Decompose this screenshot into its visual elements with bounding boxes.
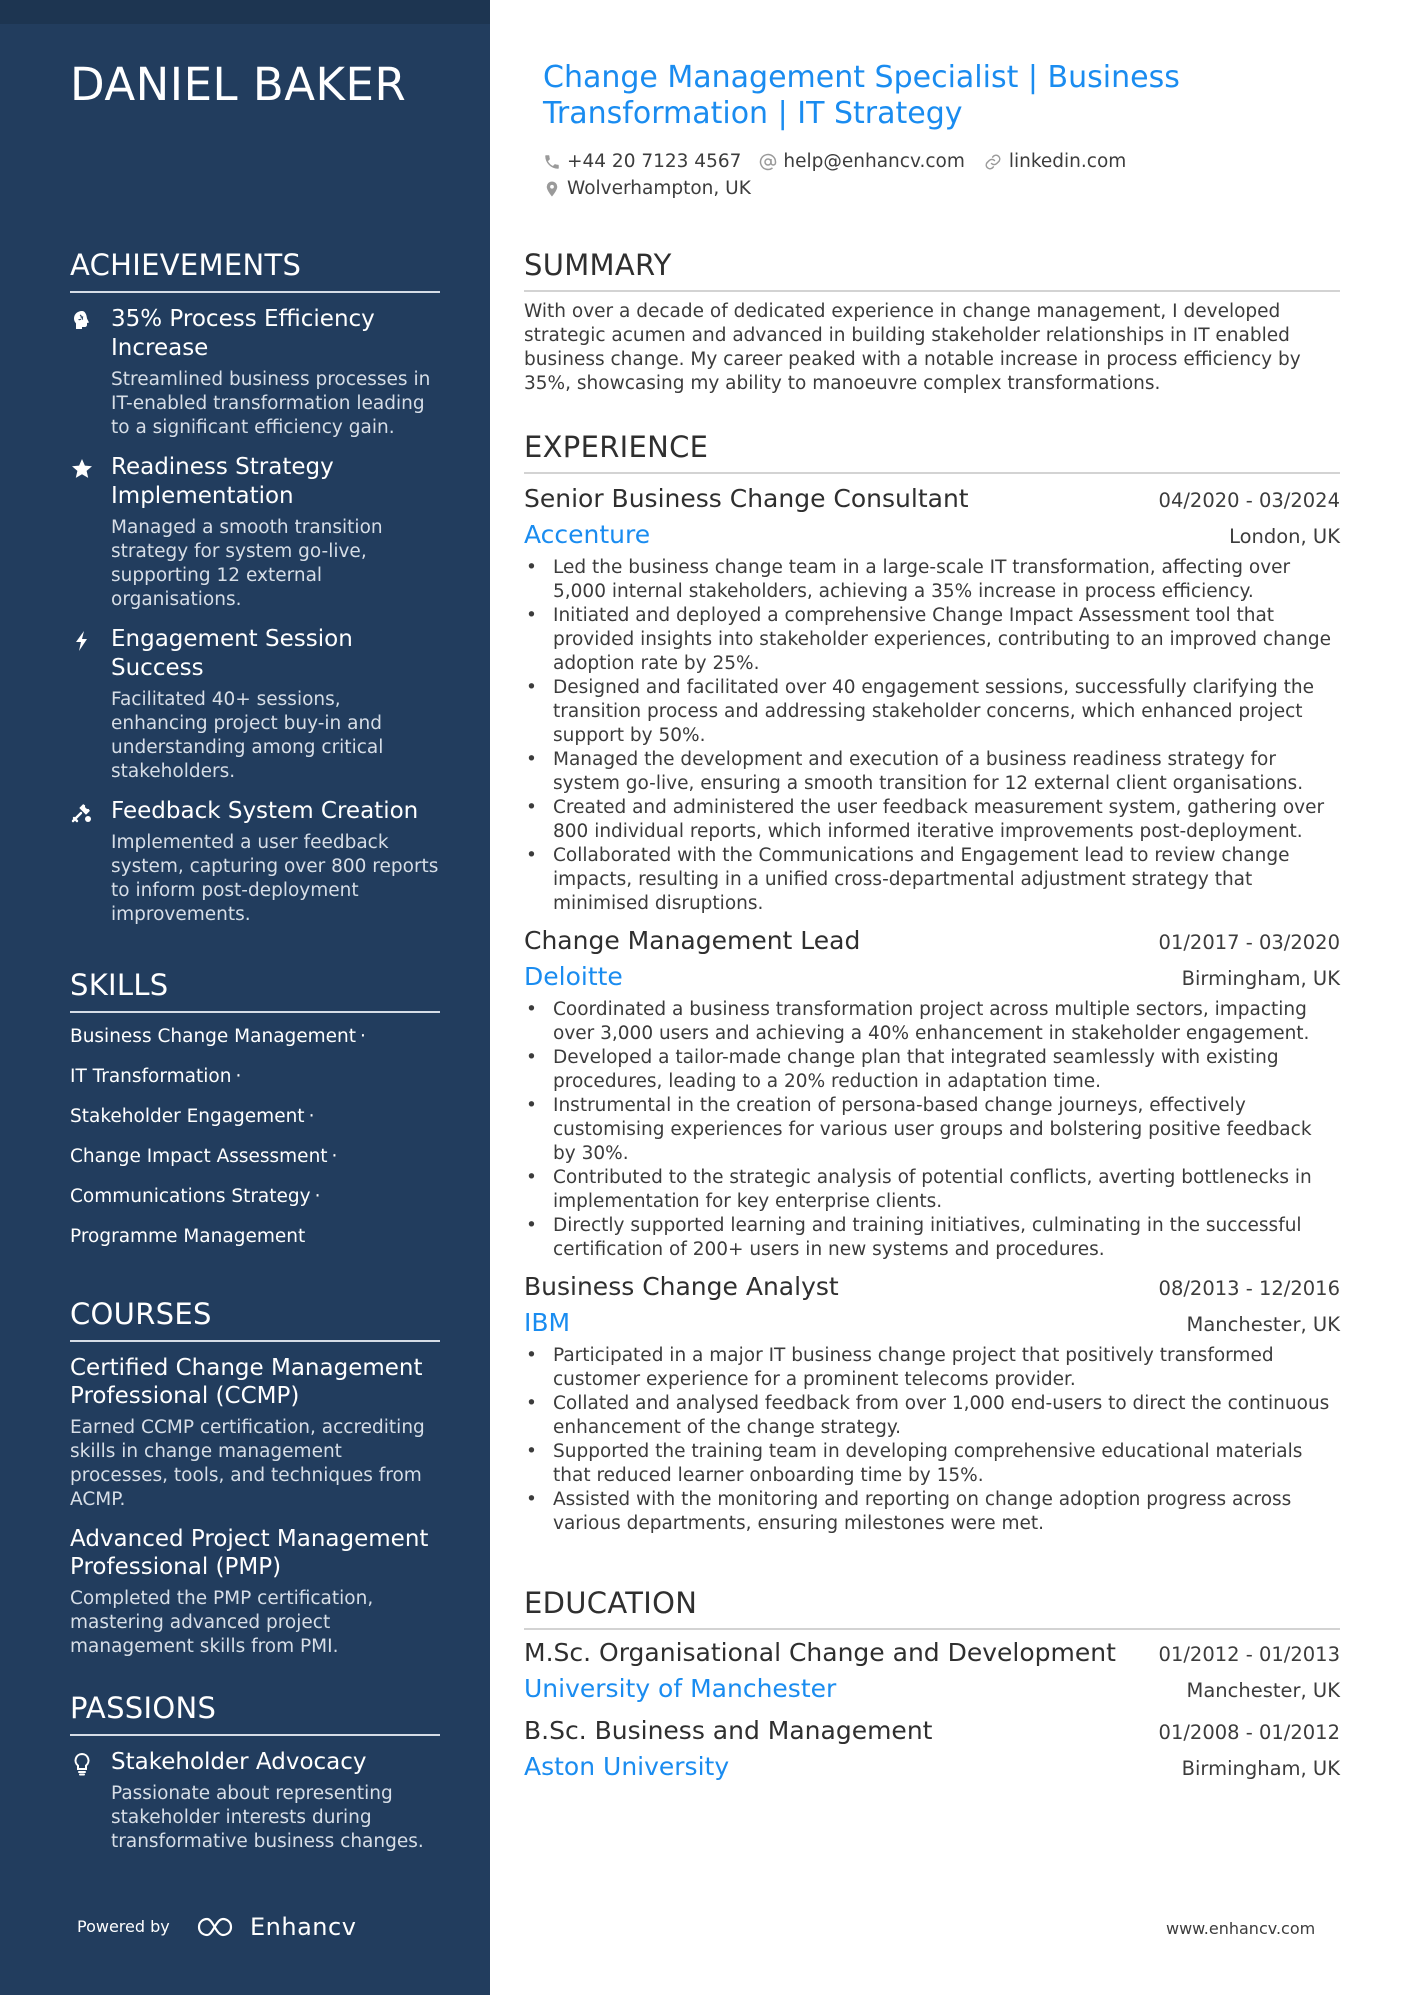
powered-by-label: Powered by	[77, 1917, 170, 1936]
brain-icon	[70, 309, 94, 333]
education-location: Birmingham, UK	[1181, 1757, 1340, 1780]
achievement-description: Facilitated 40+ sessions, enhancing project buy-in and understanding among critical stakeholders.	[111, 689, 384, 782]
job-bullet: • Collated and analysed feedback from over 1,000 end-users to direct the continuous enhancement of the change strategy.	[524, 1392, 1340, 1440]
course-item	[70, 1354, 440, 1512]
job-bullet: • Developed a tailor-made change plan that integrated seamlessly with existing procedures, leading to a 20% reduction in adaptation time.	[524, 1046, 1340, 1094]
job-subheader	[524, 962, 1340, 996]
education-title: EDUCATION	[524, 1586, 1340, 1630]
education-entry	[524, 1634, 1340, 1708]
passions-title: PASSIONS	[70, 1691, 440, 1736]
job-company: Deloitte	[524, 962, 623, 991]
courses-section	[70, 1297, 440, 1659]
skill-item: Stakeholder Engagement ·	[70, 1106, 315, 1127]
job-bullet: • Contributed to the strategic analysis of potential conflicts, averting bottlenecks in implementation for key enterprise clients.	[524, 1166, 1340, 1214]
job-company: IBM	[524, 1308, 571, 1337]
job-bullet: • Directly supported learning and training initiatives, culminating in the successful certification of 200+ users in new systems and procedures.	[524, 1214, 1340, 1262]
job-header	[524, 480, 1340, 520]
job-bullet: • Designed and facilitated over 40 engagement sessions, successfully clarifying the transition process and addressing stakeholder concerns, which enhanced project support by 50%.	[524, 676, 1340, 748]
contact-row	[543, 148, 1343, 175]
education-degree: M.Sc. Organisational Change and Development	[524, 1638, 1116, 1667]
skills-list	[70, 1021, 440, 1261]
lightning-icon	[70, 629, 94, 653]
job-dates: 01/2017 - 03/2020	[1158, 931, 1340, 954]
footer-url[interactable]: www.enhancv.com	[1166, 1919, 1316, 1938]
education-location: Manchester, UK	[1186, 1679, 1340, 1702]
at-icon	[759, 153, 777, 171]
enhancv-logo-icon	[196, 1915, 242, 1939]
phone-icon	[543, 153, 561, 171]
skills-section	[70, 968, 440, 1261]
email-address: help@enhancv.com	[783, 151, 965, 172]
course-title: Advanced Project Management Professional (PMP)	[70, 1526, 429, 1580]
tools-icon	[70, 801, 94, 825]
achievements-section	[70, 248, 440, 927]
link-icon	[983, 153, 1003, 171]
passion-description: Passionate about representing stakeholder interests during transformative business changes.	[111, 1783, 424, 1852]
enhancv-brand-name: Enhancv	[250, 1913, 357, 1941]
linkedin-contact[interactable]	[983, 151, 1126, 172]
location-text: Wolverhampton, UK	[567, 178, 751, 199]
job-bullet: • Instrumental in the creation of persona-based change journeys, effectively customising experiences for various user groups and bolstering positive feedback by 30%.	[524, 1094, 1340, 1166]
summary-title: SUMMARY	[524, 248, 1340, 292]
contact-row	[543, 175, 1343, 202]
achievement-title: Engagement Session Success	[111, 626, 353, 681]
email-contact[interactable]	[759, 151, 964, 172]
education-subheader	[524, 1752, 1340, 1786]
enhancv-brand[interactable]	[196, 1912, 356, 1942]
achievement-item	[70, 453, 440, 612]
job-bullets	[524, 1344, 1340, 1536]
job-bullet: • Collaborated with the Communications and Engagement lead to review change impacts, resulting in a unified cross-departmental adjustment strategy that minimised disruptions.	[524, 844, 1340, 916]
experience-section	[524, 430, 1340, 1536]
education-entry	[524, 1712, 1340, 1786]
job-location: London, UK	[1229, 525, 1340, 548]
courses-title: COURSES	[70, 1297, 440, 1342]
achievement-description: Managed a smooth transition strategy for system go-live, supporting 12 external organisations.	[111, 517, 383, 610]
education-section	[524, 1586, 1340, 1786]
job-company: Accenture	[524, 520, 651, 549]
achievement-title: Readiness Strategy Implementation	[111, 454, 334, 509]
job-dates: 08/2013 - 12/2016	[1158, 1277, 1340, 1300]
job-role: Change Management Lead	[524, 926, 861, 955]
experience-title: EXPERIENCE	[524, 430, 1340, 474]
job-bullet: • Managed the development and execution of a business readiness strategy for system go-live, ensuring a smooth transition for 12 external client organisations.	[524, 748, 1340, 796]
lightbulb-icon	[70, 1752, 94, 1776]
job-bullets	[524, 998, 1340, 1262]
job-header	[524, 1268, 1340, 1308]
skill-item: Programme Management	[70, 1226, 306, 1247]
job-bullet: • Supported the training team in developing comprehensive educational materials that reduced learner onboarding time by 15%.	[524, 1440, 1340, 1488]
education-degree: B.Sc. Business and Management	[524, 1716, 933, 1745]
education-school: Aston University	[524, 1752, 730, 1781]
candidate-name: DANIEL BAKER	[70, 58, 407, 111]
skill-item: IT Transformation ·	[70, 1066, 242, 1087]
skills-title: SKILLS	[70, 968, 440, 1013]
job-bullet: • Participated in a major IT business change project that positively transformed customer experience for a prominent telecoms provider.	[524, 1344, 1340, 1392]
education-header	[524, 1634, 1340, 1674]
job-bullets	[524, 556, 1340, 916]
job-location: Manchester, UK	[1186, 1313, 1340, 1336]
job-entry	[524, 480, 1340, 916]
location-contact	[543, 178, 751, 199]
headline: Change Management Specialist | Business Transformation | IT Strategy	[543, 60, 1180, 131]
skill-item: Business Change Management ·	[70, 1026, 366, 1047]
achievement-item	[70, 797, 440, 927]
job-subheader	[524, 1308, 1340, 1342]
passion-title: Stakeholder Advocacy	[111, 1749, 367, 1775]
job-dates: 04/2020 - 03/2024	[1158, 489, 1340, 512]
education-header	[524, 1712, 1340, 1752]
job-bullet: • Created and administered the user feedback measurement system, gathering over 800 individual reports, which informed iterative improvements post-deployment.	[524, 796, 1340, 844]
summary-section	[524, 248, 1340, 396]
achievement-item	[70, 625, 440, 784]
achievement-title: 35% Process Efficiency Increase	[111, 306, 375, 361]
education-dates: 01/2008 - 01/2012	[1158, 1721, 1340, 1744]
job-header	[524, 922, 1340, 962]
sidebar-top-strip	[0, 0, 490, 24]
job-role: Senior Business Change Consultant	[524, 484, 969, 513]
achievement-title: Feedback System Creation	[111, 798, 419, 824]
linkedin-url: linkedin.com	[1008, 151, 1127, 172]
education-school: University of Manchester	[524, 1674, 837, 1703]
job-bullet: • Initiated and deployed a comprehensive Change Impact Assessment tool that provided insights into stakeholder experiences, contributing to an improved change adoption rate by 25%.	[524, 604, 1340, 676]
job-bullet: • Led the business change team in a large-scale IT transformation, affecting over 5,000 internal stakeholders, achieving a 35% increase in process efficiency.	[524, 556, 1340, 604]
skill-item: Change Impact Assessment ·	[70, 1146, 338, 1167]
achievement-description: Implemented a user feedback system, capturing over 800 reports to inform post-deployment improvements.	[111, 832, 439, 925]
course-title: Certified Change Management Professional (CCMP)	[70, 1355, 423, 1409]
phone-number: +44 20 7123 4567	[567, 151, 742, 172]
course-item	[70, 1525, 440, 1659]
achievement-description: Streamlined business processes in IT-enabled transformation leading to a significant efficiency gain.	[111, 369, 431, 438]
course-description: Earned CCMP certification, accrediting skills in change management processes, tools, and techniques from ACMP.	[70, 1417, 425, 1510]
job-subheader	[524, 520, 1340, 554]
location-pin-icon	[543, 179, 561, 199]
education-dates: 01/2012 - 01/2013	[1158, 1643, 1340, 1666]
job-location: Birmingham, UK	[1181, 967, 1340, 990]
phone-contact[interactable]	[543, 151, 741, 172]
passion-item	[70, 1748, 440, 1854]
achievements-title: ACHIEVEMENTS	[70, 248, 440, 293]
passions-section	[70, 1691, 440, 1854]
contact-info	[543, 148, 1343, 202]
job-bullet: • Assisted with the monitoring and reporting on change adoption progress across various departments, ensuring milestones were met.	[524, 1488, 1340, 1536]
star-icon	[70, 457, 94, 481]
skill-item: Communications Strategy ·	[70, 1186, 321, 1207]
job-entry	[524, 1268, 1340, 1536]
education-subheader	[524, 1674, 1340, 1708]
job-role: Business Change Analyst	[524, 1272, 839, 1301]
achievement-item	[70, 305, 440, 440]
sidebar	[0, 0, 490, 1995]
job-entry	[524, 922, 1340, 1262]
summary-text: With over a decade of dedicated experience in change management, I developed strategic acumen and advanced in building stakeholder relationships in IT enabled business change. My career peaked with a notable increase in process efficiency by 35%, showcasing my ability to manoeuvre complex transformations.	[524, 301, 1301, 394]
job-bullet: • Coordinated a business transformation project across multiple sectors, impacting over 3,000 users and achieving a 40% enhancement in stakeholder engagement.	[524, 998, 1340, 1046]
course-description: Completed the PMP certification, mastering advanced project management skills from PMI.	[70, 1588, 374, 1657]
